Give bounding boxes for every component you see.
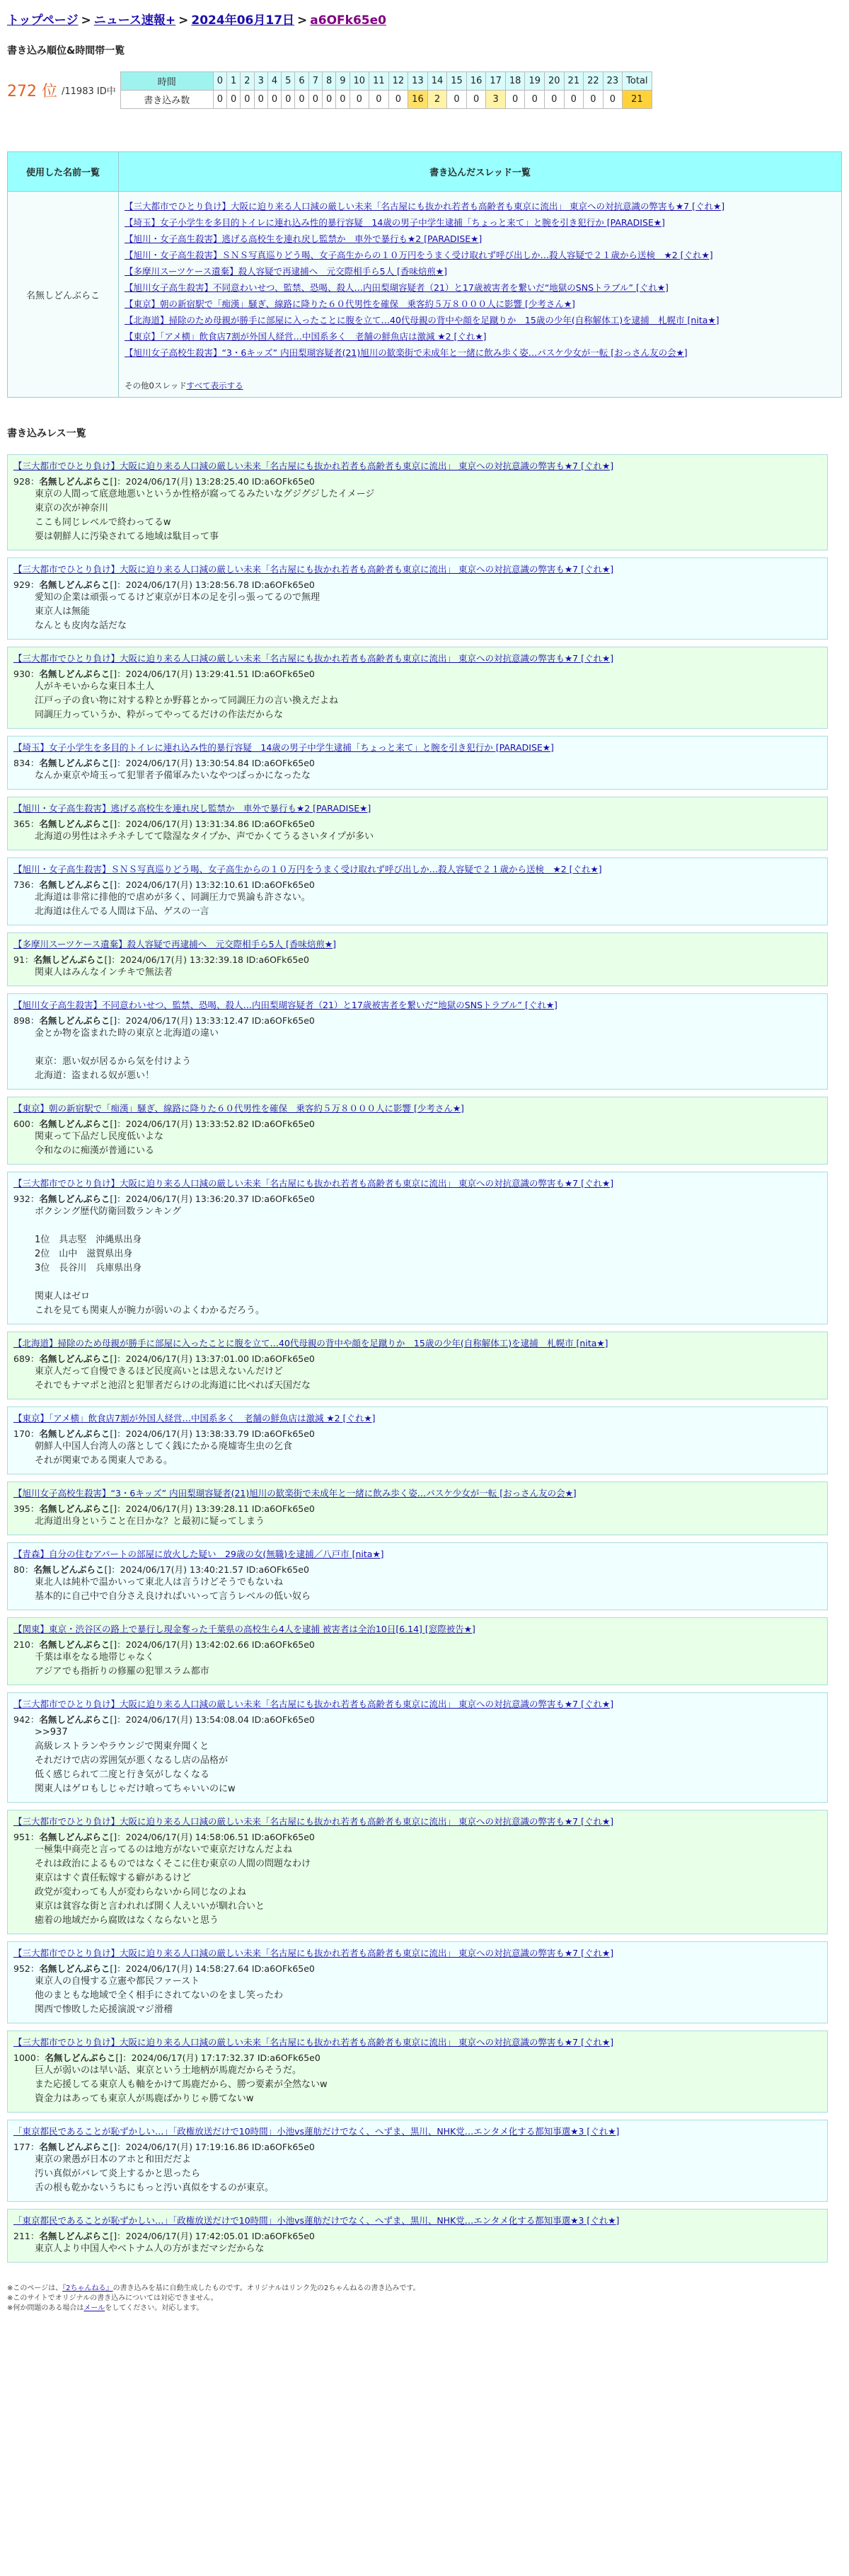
post-thread [13, 1486, 821, 1499]
post-meta: []：2024/06/17(月) 13:28:25.40 ID:a6OFk65e0 [110, 476, 315, 487]
thread-item [125, 298, 836, 310]
post-name: 名無しどんぶらこ [39, 819, 110, 829]
hour-count: 0 [564, 91, 584, 109]
post-name: 名無しどんぶらこ [39, 1639, 110, 1650]
post [7, 2031, 828, 2113]
hour-label: 22 [584, 72, 603, 91]
hour-label: 18 [505, 72, 525, 91]
post [7, 2120, 828, 2202]
post-colon: ： [30, 758, 40, 768]
post-header [13, 878, 821, 891]
breadcrumb-date-link[interactable]: 2024年06月17日 [191, 13, 295, 28]
post-number: 689 [13, 1353, 30, 1364]
post-number: 395 [13, 1503, 30, 1514]
post-colon: ： [30, 819, 40, 829]
post-meta: []：2024/06/17(月) 13:39:28.11 ID:a6OFk65e0 [110, 1503, 315, 1514]
post-name: 名無しどんぶらこ [39, 669, 110, 679]
thread-link[interactable]: 【埼玉】女子小学生を多目的トイレに連れ込み性的暴行容疑 14歳の男子中学生逮捕「ちょっと来て」と腕を引き犯行か [PARADISE★] [125, 217, 665, 228]
post-meta: []：2024/06/17(月) 13:28:56.78 ID:a6OFk65e0 [110, 579, 315, 590]
post-header [13, 953, 821, 966]
post-name: 名無しどんぶらこ [39, 879, 110, 890]
post-name: 名無しどんぶらこ [39, 758, 110, 768]
post-header [13, 2229, 821, 2242]
post-number: 932 [13, 1194, 30, 1204]
post-body: 東京人の自慢する立憲や都民ファースト 他のまともな地域で全く相手にされてないのをまし笑ったわ 関西で惨敗した応援演説マジ滑稽 [35, 1976, 284, 2015]
post-header [13, 817, 821, 830]
hour-label: 6 [295, 72, 308, 91]
post-meta: []：2024/06/17(月) 13:32:39.18 ID:a6OFk65e0 [104, 954, 309, 965]
post-colon: ： [30, 2231, 40, 2241]
post-body: 金とか物を盗まれた時の東京と北海道の違い 東京：悪い奴が居るから気を付けよう 北海道：盗まれる奴が悪い！ [35, 1028, 219, 1081]
post-meta: []：2024/06/17(月) 13:40:21.57 ID:a6OFk65e0 [104, 1564, 309, 1575]
post-thread [13, 1177, 821, 1189]
hourly-table [120, 71, 652, 109]
post-thread [13, 2214, 821, 2226]
post-body: 朝鮮人中国人台湾人の落としてく銭にたかる廃墟寄生虫の乞食 それが関東である関東人である。 [35, 1441, 293, 1466]
post-thread [13, 1102, 821, 1114]
post-thread [13, 1815, 821, 1827]
post-thread-link[interactable]: 【多摩川スーツケース遺棄】殺人容疑で再逮捕へ 元交際相手ら5人 [香味焙煎★] [13, 939, 337, 949]
post [7, 1542, 828, 1610]
post-number: 942 [13, 1714, 30, 1725]
post-number: 952 [13, 1963, 30, 1974]
post-thread-link[interactable]: 【東京】「アメ横」飲食店7割が外国人経営…中国系多く 老舗の鮮魚店は激減 ★2 [ぐれ★] [13, 1413, 376, 1423]
post-meta: []：2024/06/17(月) 13:32:10.61 ID:a6OFk65e0 [110, 879, 315, 890]
post-body: 東京の人間って底意地悪いというか性格が腐ってるみたいなグジグジしたイメージ 東京の次が神奈川 ここも同じレベルで終わってるw 要は朝鮮人に汚染されてる地域は駄目って事 [35, 489, 375, 542]
thread-link[interactable]: 【多摩川スーツケース遺棄】殺人容疑で再逮捕へ 元交際相手ら5人 [香味焙煎★] [125, 266, 448, 277]
hour-label: 11 [369, 72, 389, 91]
footer-2ch-link[interactable]: 『2ちゃんねる』 [62, 2285, 113, 2292]
thread-more-label: その他0スレッド [125, 381, 187, 391]
post-body: 東京の衆愚が日本のアホと和田だだよ 汚い真似がバレて炎上するかと思ったら 舌の根も乾かないうちにもっと汚い真似をするのが東京。 [35, 2154, 275, 2193]
rank-row [7, 71, 828, 109]
post-thread [13, 802, 821, 814]
footer-mail-link[interactable]: メール [83, 2304, 105, 2312]
post-number: 834 [13, 758, 30, 768]
post [7, 647, 828, 729]
hour-label: 23 [603, 72, 623, 91]
post-body: 関東って下品だし民度低いよな 令和なのに痴漢が普通にいる [35, 1131, 164, 1156]
post-thread-link[interactable]: 【東京】朝の新宿駅で「痴漢」騒ぎ、線路に降りた６０代男性を確保 乗客約５万８０００人に影響 [少考さん★] [13, 1103, 464, 1114]
post-number: 929 [13, 579, 30, 590]
post-body: ボクシング歴代防衛回数ランキング 1位 具志堅 沖縄県出身 2位 山中 滋賀県出身 3位 長谷川 兵庫県出身 関東人はゼロ これを見ても関東人が腕力が弱いのよくわかるだろう。 [35, 1206, 265, 1316]
hour-label: 14 [427, 72, 447, 91]
post-thread-link[interactable]: 【旭川女子高校生殺害】“3・6キッズ” 内田梨瑚容疑者(21)旭川の歓楽街で未成年と一緒に飲み歩く姿…パスケ少女が一転 [おっさん友の会★] [13, 1488, 577, 1498]
post-number: 928 [13, 476, 30, 487]
post-colon: ： [30, 1714, 40, 1725]
hour-label: 20 [545, 72, 565, 91]
post-meta: []：2024/06/17(月) 13:37:01.00 ID:a6OFk65e0 [110, 1353, 315, 1364]
post-meta: []：2024/06/17(月) 14:58:27.64 ID:a6OFk65e0 [110, 1963, 315, 1974]
post-number: 365 [13, 819, 30, 829]
hour-count: 0 [603, 91, 623, 109]
post-body: >>937 高級レストランやラウンジで関東弁聞くと それだけで店の雰囲気が悪くなるし店の品格が 低く感じられて二度と行き気がしなくなる 関東人はゲロもしじゃだけ喰ってちゃいいのにw [35, 1727, 236, 1794]
hour-count: 0 [447, 91, 467, 109]
hour-label: 2 [241, 72, 254, 91]
section-title-res: 書き込みレス一覧 [7, 428, 86, 439]
post-meta: []：2024/06/17(月) 13:36:20.37 ID:a6OFk65e0 [110, 1194, 315, 1204]
post-number: 1000 [13, 2052, 36, 2063]
post [7, 1332, 828, 1399]
post-colon: ： [30, 579, 40, 590]
hour-label: 5 [282, 72, 295, 91]
hour-label: 9 [336, 72, 350, 91]
hourly-count-row [120, 91, 652, 109]
post-name: 名無しどんぶらこ [45, 2052, 116, 2063]
breadcrumb-id-link[interactable]: a6OFk65e0 [310, 13, 386, 28]
thread-link[interactable]: 【旭川・女子高生殺害】逃げる高校生を連れ戻し監禁か 車外で暴行も★2 [PARADISE★] [125, 233, 483, 244]
post-thread [13, 862, 821, 875]
post-thread [13, 2125, 821, 2137]
post-colon: ： [30, 879, 40, 890]
post-meta: []：2024/06/17(月) 13:30:54.84 ID:a6OFk65e0 [110, 758, 315, 768]
post-name: 名無しどんぶらこ [39, 1353, 110, 1364]
post [7, 1810, 828, 1934]
post-name: 名無しどんぶらこ [39, 476, 110, 487]
hour-count: 0 [322, 91, 335, 109]
show-all-link[interactable]: すべて表示する [186, 381, 243, 391]
post-meta: []：2024/06/17(月) 13:33:52.82 ID:a6OFk65e0 [110, 1119, 315, 1129]
post-thread-link[interactable]: 【埼玉】女子小学生を多目的トイレに連れ込み性的暴行容疑 14歳の男子中学生逮捕「ちょっと来て」と腕を引き犯行か [PARADISE★] [13, 742, 554, 753]
post-body: 北海道の男性はネチネチしてて陰湿なタイプか、声でかくてうるさいタイプが多い [35, 831, 374, 842]
post-thread-link[interactable]: 【旭川女子高生殺害】不同意わいせつ、監禁、恐喝、殺人…内田梨瑚容疑者（21）と17歳被害者を繋いだ“地獄のSNSトラブル” [ぐれ★] [13, 1000, 558, 1010]
post-thread-link[interactable]: 【三大都市でひとり負け】大阪に迫り来る人口減の厳しい未来「名古屋にも抜かれ若者も高齢者も東京に流出」 東京への対抗意識の弊害も★7 [ぐれ★] [13, 1816, 614, 1827]
hour-count: 0 [241, 91, 254, 109]
post-thread-link[interactable]: 「東京都民であることが恥ずかしい…」「政権放送だけで10時間」小池vs蓮舫だけでなく、へずま、黒川、NHK党…エンタメ化する都知事選★3 [ぐれ★] [13, 2215, 620, 2226]
section-title-rank: 書き込み順位&時間帯一覧 [7, 45, 125, 57]
post-header [13, 667, 821, 680]
post-colon: ： [30, 1639, 40, 1650]
post-thread-link[interactable]: 【旭川・女子高生殺害】ＳＮＳ写真巡りどう喝、女子高生からの１０万円をうまく受け取れず呼び出しか…殺人容疑で２１歳から送検 ★2 [ぐれ★] [13, 864, 602, 874]
post-thread [13, 741, 821, 753]
post [7, 454, 828, 550]
hour-count: 0 [295, 91, 308, 109]
post-header [13, 1427, 821, 1440]
post-header [13, 756, 821, 769]
post [7, 1692, 828, 1803]
post-name: 名無しどんぶらこ [39, 579, 110, 590]
post-meta: []：2024/06/17(月) 17:42:05.01 ID:a6OFk65e0 [110, 2231, 315, 2241]
post-thread-link[interactable]: 【青森】自分の住むアパートの部屋に放火した疑い 29歳の女(無職)を逮捕／八戸市 [nita★] [13, 1549, 384, 1559]
hour-count: 0 [350, 91, 369, 109]
post-thread-link[interactable]: 【三大都市でひとり負け】大阪に迫り来る人口減の厳しい未来「名古屋にも抜かれ若者も高齢者も東京に流出」 東京への対抗意識の弊害も★7 [ぐれ★] [13, 1948, 614, 1958]
post [7, 2209, 828, 2263]
hour-count: 0 [227, 91, 241, 109]
hour-label: 0 [213, 72, 226, 91]
post-thread-link[interactable]: 【三大都市でひとり負け】大阪に迫り来る人口減の厳しい未来「名古屋にも抜かれ若者も高齢者も東京に流出」 東京への対抗意識の弊害も★7 [ぐれ★] [13, 2037, 614, 2047]
post-body: 一極集中商売と言ってるのは地方がないで東京だけなんだよね それは政治によるものではなくそこに住む東京の人間の問題なわけ 東京はすぐ責任転嫁する癖があるけど 政党が変わっても人が変わらないから同じなのよね 東京は貧容な街と言われれば開く人えいいが馴れ合いと 癒着の地域だから腐敗はなくならないと思う [35, 1844, 311, 1926]
post-body: 千葉は車をなる地帯じゃなく アジアでも指折りの修羅の犯罪スラム都市 [35, 1652, 209, 1677]
post [7, 1172, 828, 1324]
post-number: 210 [13, 1639, 30, 1650]
breadcrumb-sep: > [178, 13, 189, 28]
hour-count: 0 [466, 91, 486, 109]
hour-label: 21 [564, 72, 584, 91]
post-thread [13, 1946, 821, 1959]
post-thread [13, 1411, 821, 1424]
post-meta: []：2024/06/17(月) 13:42:02.66 ID:a6OFk65e0 [110, 1639, 315, 1650]
hour-count: 0 [584, 91, 603, 109]
hour-label: 12 [388, 72, 408, 91]
post-thread [13, 1547, 821, 1560]
rank-value: 272 位 [7, 83, 57, 100]
thread-item [125, 200, 836, 212]
post-meta: []：2024/06/17(月) 13:54:08.04 ID:a6OFk65e0 [110, 1714, 315, 1725]
post-number: 898 [13, 1015, 30, 1026]
post-number: 170 [13, 1428, 30, 1439]
post [7, 1617, 828, 1685]
post-meta: []：2024/06/17(月) 13:33:12.47 ID:a6OFk65e0 [110, 1015, 315, 1026]
breadcrumb [7, 10, 828, 28]
post-body: 巨人が弱いのは早い話、東京という土地柄が馬鹿だからそうだ。 また応援してる東京人も軸をかけて馬鹿だから、勝つ要素が全然ないw 資金力はあっても東京人が馬鹿ばかりじゃ勝てないw [35, 2065, 328, 2104]
post-name: 名無しどんぶらこ [39, 1428, 110, 1439]
post-header [13, 1352, 821, 1365]
hour-label: 13 [408, 72, 428, 91]
hourly-header-row [120, 72, 652, 91]
hour-count: 0 [525, 91, 545, 109]
thread-link[interactable]: 【旭川・女子高生殺害】ＳＮＳ写真巡りどう喝、女子高生からの１０万円をうまく受け取れず呼び出しか…殺人容疑で２１歳から送検 ★2 [ぐれ★] [125, 250, 713, 260]
post-colon: ： [30, 476, 40, 487]
post-name: 名無しどんぶらこ [39, 1714, 110, 1725]
post-header [13, 1117, 821, 1130]
footer-text: をしてください。対応します。 [105, 2304, 204, 2312]
thread-link[interactable]: 【東京】「アメ横」飲食店7割が外国人経営…中国系多く 老舗の鮮魚店は激減 ★2 [ぐれ★] [125, 331, 487, 342]
hour-label: 1 [227, 72, 241, 91]
hour-count: 0 [308, 91, 322, 109]
post-colon: ： [30, 1428, 40, 1439]
post-body: 関東人はみんなインチキで無法者 [35, 967, 173, 978]
post-body: 人がキモいからな東日本土人 江戸っ子の食い物に対する粋とか野暮とかって同調圧力の言い換えだよね 同調圧力っていうか、粋がってやってるだけの作法だからな [35, 681, 339, 720]
post [7, 1482, 828, 1535]
thread-item [125, 265, 836, 277]
post-header [13, 2140, 821, 2153]
post-number: 736 [13, 879, 30, 890]
hour-label: 10 [350, 72, 369, 91]
hour-label: 7 [308, 72, 322, 91]
post [7, 1941, 828, 2023]
thread-link[interactable]: 【北海道】掃除のため母親が勝手に部屋に入ったことに腹を立て…40代母親の背中や顔を足蹴りか 15歳の少年(自称解体工)を逮捕 札幌市 [nita★] [125, 315, 720, 325]
post [7, 857, 828, 925]
post-name: 名無しどんぶらこ [33, 1564, 105, 1575]
hourly-header-label: 時間 [120, 72, 213, 91]
post-number: 80 [13, 1564, 25, 1575]
post-colon: ： [30, 1832, 40, 1842]
footer-text: ※何か問題のある場合は [7, 2304, 84, 2312]
post-meta: []：2024/06/17(月) 17:19:16.86 ID:a6OFk65e0 [110, 2142, 315, 2152]
thread-item [125, 216, 836, 229]
post [7, 558, 828, 640]
post-thread [13, 459, 821, 472]
post [7, 993, 828, 1090]
post-number: 91 [13, 954, 25, 965]
post-header [13, 1563, 821, 1576]
post-thread [13, 562, 821, 575]
post-thread-link[interactable]: 「東京都民であることが恥ずかしい…」「政権放送だけで10時間」小池vs蓮舫だけでなく、へずま、黒川、NHK党…エンタメ化する都知事選★3 [ぐれ★] [13, 2126, 620, 2137]
post-name: 名無しどんぶらこ [33, 954, 105, 965]
footer-line: ※このサイトでオリジナルの書き込みについては対応できません。 [7, 2294, 218, 2302]
hour-count: 0 [282, 91, 295, 109]
post-thread [13, 652, 821, 664]
thread-link[interactable]: 【旭川女子高校生殺害】“3・6キッズ” 内田梨瑚容疑者(21)旭川の歓楽街で未成年と一緒に飲み歩く姿…パスケ少女が一転 [おっさん友の会★] [125, 347, 688, 358]
post-thread-link[interactable]: 【関東】東京・渋谷区の路上で暴行し現金奪った千葉県の高校生ら4人を逮捕 被害者は全治10日[6.14] [窓際被告★] [13, 1624, 475, 1634]
hour-count: 16 [408, 91, 428, 109]
hour-label: 17 [486, 72, 506, 91]
hour-label: 8 [322, 72, 335, 91]
thread-link[interactable]: 【旭川女子高生殺害】不同意わいせつ、監禁、恐喝、殺人…内田梨瑚容疑者（21）と17歳被害者を繋いだ“地獄のSNSトラブル” [ぐれ★] [125, 282, 669, 293]
threads-table [7, 151, 842, 398]
post-name: 名無しどんぶらこ [39, 1832, 110, 1842]
post-colon: ： [30, 669, 40, 679]
post [7, 1097, 828, 1165]
post-number: 177 [13, 2142, 30, 2152]
footer-text: の書き込みを基に自動生成したものです。オリジナルはリンク先の2ちゃんねるの書き込みです。 [112, 2285, 420, 2292]
post-header [13, 1713, 821, 1726]
footer-line [7, 2304, 828, 2314]
post-thread-link[interactable]: 【旭川・女子高生殺害】逃げる高校生を連れ戻し監禁か 車外で暴行も★2 [PARADISE★] [13, 803, 371, 814]
post-list [7, 454, 828, 2263]
post-colon: ： [30, 1353, 40, 1364]
post-body: 北海道出身ということ在日かな？と最初に疑ってしまう [35, 1516, 265, 1527]
post-number: 211 [13, 2231, 30, 2241]
post-thread [13, 1622, 821, 1635]
thread-more [125, 380, 836, 391]
post-colon: ： [35, 2052, 45, 2063]
post-body: 北海道は非常に排他的で虐めが多く、同調圧力で異論も許さない。 北海道は住んでる人間は下品、ゲスの一言 [35, 892, 311, 917]
thread-item [125, 249, 836, 261]
post-header [13, 1014, 821, 1027]
post-thread [13, 998, 821, 1011]
post-thread-link[interactable]: 【三大都市でひとり負け】大阪に迫り来る人口減の厳しい未来「名古屋にも抜かれ若者も高齢者も東京に流出」 東京への対抗意識の弊害も★7 [ぐれ★] [13, 461, 614, 471]
threads-col-threads: 書き込んだスレッド一覧 [119, 152, 842, 192]
rank-total: /11983 ID中 [62, 86, 116, 97]
hour-count: 0 [505, 91, 525, 109]
post-thread-link[interactable]: 【北海道】掃除のため母親が勝手に部屋に入ったことに腹を立て…40代母親の背中や顔を足蹴りか 15歳の少年(自称解体工)を逮捕 札幌市 [nita★] [13, 1338, 608, 1348]
breadcrumb-sep: > [297, 13, 308, 28]
post-meta: []：2024/06/17(月) 13:29:41.51 ID:a6OFk65e0 [110, 669, 315, 679]
post-header [13, 1830, 821, 1843]
thread-link[interactable]: 【東京】朝の新宿駅で「痴漢」騒ぎ、線路に降りた６０代男性を確保 乗客約５万８０００人に影響 [少考さん★] [125, 299, 575, 309]
thread-item [125, 330, 836, 342]
used-name: 名無しどんぶらこ [8, 192, 119, 398]
post-meta: []：2024/06/17(月) 17:17:32.37 ID:a6OFk65e0 [115, 2052, 320, 2063]
post-colon: ： [24, 954, 34, 965]
post-colon: ： [30, 1503, 40, 1514]
post-number: 951 [13, 1832, 30, 1842]
post-colon: ： [30, 1119, 40, 1129]
hour-count: 0 [545, 91, 565, 109]
post-body: なんか東京や埼玉って犯罪者予備軍みたいなやつばっかになったな [35, 770, 311, 781]
hour-count: 21 [623, 91, 652, 109]
hour-count: 3 [486, 91, 506, 109]
hour-label: 16 [466, 72, 486, 91]
post-colon: ： [30, 2142, 40, 2152]
post-thread [13, 2035, 821, 2048]
threads-col-name: 使用した名前一覧 [8, 152, 119, 192]
thread-item [125, 233, 836, 245]
post-name: 名無しどんぶらこ [39, 1194, 110, 1204]
breadcrumb-board-link[interactable]: ニュース速報+ [93, 13, 176, 28]
hour-label: 4 [267, 72, 281, 91]
hour-count: 0 [336, 91, 350, 109]
post-header [13, 2051, 821, 2064]
thread-link[interactable]: 【三大都市でひとり負け】大阪に迫り来る人口減の厳しい未来「名古屋にも抜かれ若者も高齢者も東京に流出」 東京への対抗意識の弊害も★7 [ぐれ★] [125, 201, 725, 212]
thread-item [125, 282, 836, 294]
post [7, 1407, 828, 1474]
post-colon: ： [30, 1015, 40, 1026]
footer-text: ※このページは、 [7, 2285, 63, 2292]
breadcrumb-sep: > [81, 13, 91, 28]
post-name: 名無しどんぶらこ [39, 1119, 110, 1129]
post-thread-link[interactable]: 【三大都市でひとり負け】大阪に迫り来る人口減の厳しい未来「名古屋にも抜かれ若者も高齢者も東京に流出」 東京への対抗意識の弊害も★7 [ぐれ★] [13, 564, 614, 574]
post-thread [13, 937, 821, 950]
hour-count: 0 [213, 91, 226, 109]
post-thread [13, 1697, 821, 1710]
post-body: 愛知の企業は頑張ってるけど東京が日本の足を引っ張ってるので無理 東京人は無能 なんとも皮肉な話だな [35, 592, 320, 631]
post [7, 797, 828, 850]
hour-label: Total [623, 72, 652, 91]
post-header [13, 1638, 821, 1651]
post-thread-link[interactable]: 【三大都市でひとり負け】大阪に迫り来る人口減の厳しい未来「名古屋にも抜かれ若者も高齢者も東京に流出」 東京への対抗意識の弊害も★7 [ぐれ★] [13, 1178, 614, 1189]
post-thread [13, 1336, 821, 1349]
post-number: 600 [13, 1119, 30, 1129]
post [7, 736, 828, 790]
post-name: 名無しどんぶらこ [39, 1015, 110, 1026]
hour-count: 0 [254, 91, 267, 109]
hour-count: 0 [267, 91, 281, 109]
post-body: 東北人は純朴で温かいって東北人は言うけどそうでもないね 基本的に自己中で自分さえ良ければいいって言うレベルの低い奴ら [35, 1577, 311, 1602]
post-name: 名無しどんぶらこ [39, 1503, 110, 1514]
breadcrumb-top-link[interactable]: トップページ [7, 13, 79, 28]
thread-item [125, 314, 836, 326]
post-name: 名無しどんぶらこ [39, 2142, 110, 2152]
footer [7, 2284, 828, 2314]
post-colon: ： [30, 1194, 40, 1204]
hour-count: 2 [427, 91, 447, 109]
hour-label: 3 [254, 72, 267, 91]
post-meta: []：2024/06/17(月) 13:31:34.86 ID:a6OFk65e0 [110, 819, 315, 829]
post-header [13, 1962, 821, 1975]
post-number: 930 [13, 669, 30, 679]
hour-count: 0 [388, 91, 408, 109]
hour-label: 19 [525, 72, 545, 91]
post-meta: []：2024/06/17(月) 14:58:06.51 ID:a6OFk65e0 [110, 1832, 315, 1842]
post-thread-link[interactable]: 【三大都市でひとり負け】大阪に迫り来る人口減の厳しい未来「名古屋にも抜かれ若者も高齢者も東京に流出」 東京への対抗意識の弊害も★7 [ぐれ★] [13, 1699, 614, 1709]
post-thread-link[interactable]: 【三大都市でひとり負け】大阪に迫り来る人口減の厳しい未来「名古屋にも抜かれ若者も高齢者も東京に流出」 東京への対抗意識の弊害も★7 [ぐれ★] [13, 653, 614, 664]
post-name: 名無しどんぶらこ [39, 1963, 110, 1974]
thread-item [125, 347, 836, 359]
post-meta: []：2024/06/17(月) 13:38:33.79 ID:a6OFk65e0 [110, 1428, 315, 1439]
post-header [13, 578, 821, 591]
thread-list [125, 200, 836, 359]
post-body: 東京人だって自慢できるほど民度高いとは思えないんだけど それでもナマポと池沼と犯罪者だらけの北海道に比べれば天国だな [35, 1366, 311, 1391]
post-header [13, 1192, 821, 1205]
threads-cell [119, 192, 842, 398]
post-colon: ： [30, 1963, 40, 1974]
footer-line [7, 2284, 828, 2294]
hour-count: 0 [369, 91, 389, 109]
post-header [13, 1502, 821, 1515]
post-header [13, 475, 821, 487]
post [7, 932, 828, 986]
hourly-count-label: 書き込み数 [120, 91, 213, 109]
hour-label: 15 [447, 72, 467, 91]
post-colon: ： [24, 1564, 34, 1575]
post-name: 名無しどんぶらこ [39, 2231, 110, 2241]
post-body: 東京人より中国人やベトナム人の方がまだマシだからな [35, 2243, 265, 2254]
